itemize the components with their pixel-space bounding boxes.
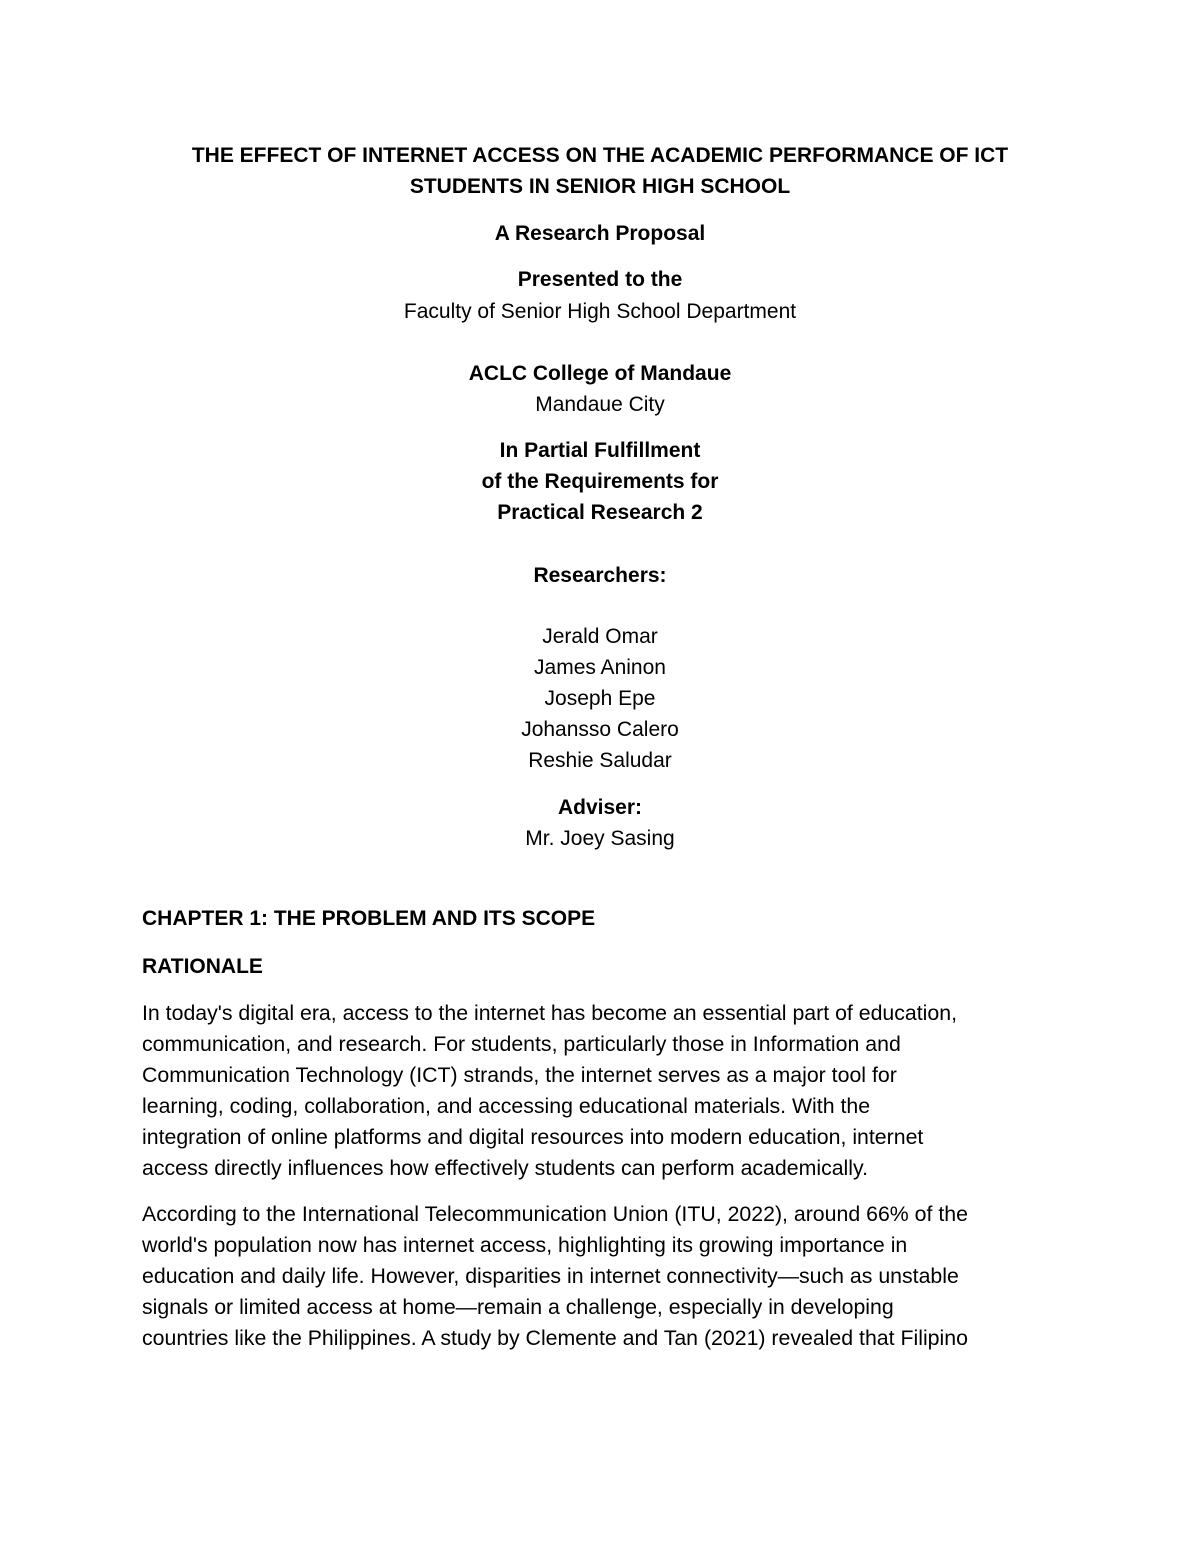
document-title bbox=[130, 140, 1070, 202]
college-city: Mandaue City bbox=[535, 393, 665, 416]
researcher-name: Jerald Omar bbox=[542, 625, 658, 648]
paragraph-line: world's population now has internet access, highlighting its growing importance in bbox=[142, 1233, 908, 1257]
presented-label: Presented to the bbox=[517, 268, 683, 291]
paragraph-line: signals or limited access at home—remain a challenge, especially in developing bbox=[142, 1295, 894, 1319]
fulfillment-line-2: of the Requirements for bbox=[481, 470, 719, 493]
paragraph-line: integration of online platforms and digital resources into modern education, internet bbox=[142, 1125, 924, 1149]
researcher-name: Reshie Saludar bbox=[528, 749, 672, 772]
researcher-name: Johansso Calero bbox=[521, 718, 679, 741]
title-line-2: STUDENTS IN SENIOR HIGH SCHOOL bbox=[409, 175, 791, 198]
faculty-text: Faculty of Senior High School Department bbox=[403, 300, 797, 323]
paragraph-line: education and daily life. However, disparities in internet connectivity—such as unstable bbox=[142, 1264, 959, 1288]
adviser-label: Adviser: bbox=[557, 796, 643, 819]
paragraph-line: communication, and research. For students, particularly those in Information and bbox=[142, 1032, 901, 1056]
rationale-heading: RATIONALE bbox=[142, 955, 263, 978]
title-line-1: THE EFFECT OF INTERNET ACCESS ON THE ACADEMIC PERFORMANCE OF ICT bbox=[191, 144, 1009, 167]
researcher-name: Joseph Epe bbox=[544, 687, 656, 710]
rationale-paragraph-2 bbox=[142, 1199, 1072, 1354]
researchers-label: Researchers: bbox=[533, 564, 667, 587]
paragraph-line: According to the International Telecommunication Union (ITU, 2022), around 66% of the bbox=[142, 1202, 968, 1226]
paragraph-line: In today's digital era, access to the internet has become an essential part of education, bbox=[142, 1001, 958, 1025]
fulfillment-line-3: Practical Research 2 bbox=[497, 501, 703, 524]
paragraph-line: countries like the Philippines. A study by Clemente and Tan (2021) revealed that Filipino bbox=[142, 1326, 968, 1350]
adviser-name: Mr. Joey Sasing bbox=[525, 827, 675, 850]
proposal-label: A Research Proposal bbox=[494, 222, 706, 245]
paragraph-line: Communication Technology (ICT) strands, the internet serves as a major tool for bbox=[142, 1063, 897, 1087]
paragraph-line: access directly influences how effectively students can perform academically. bbox=[142, 1156, 869, 1180]
college-name: ACLC College of Mandaue bbox=[468, 362, 732, 385]
rationale-paragraph-1 bbox=[142, 998, 1072, 1184]
paragraph-line: learning, coding, collaboration, and accessing educational materials. With the bbox=[142, 1094, 871, 1118]
chapter-heading: CHAPTER 1: THE PROBLEM AND ITS SCOPE bbox=[142, 907, 596, 930]
fulfillment-line-1: In Partial Fulfillment bbox=[499, 439, 701, 462]
researcher-name: James Aninon bbox=[534, 656, 666, 679]
researchers-list bbox=[0, 621, 1200, 776]
